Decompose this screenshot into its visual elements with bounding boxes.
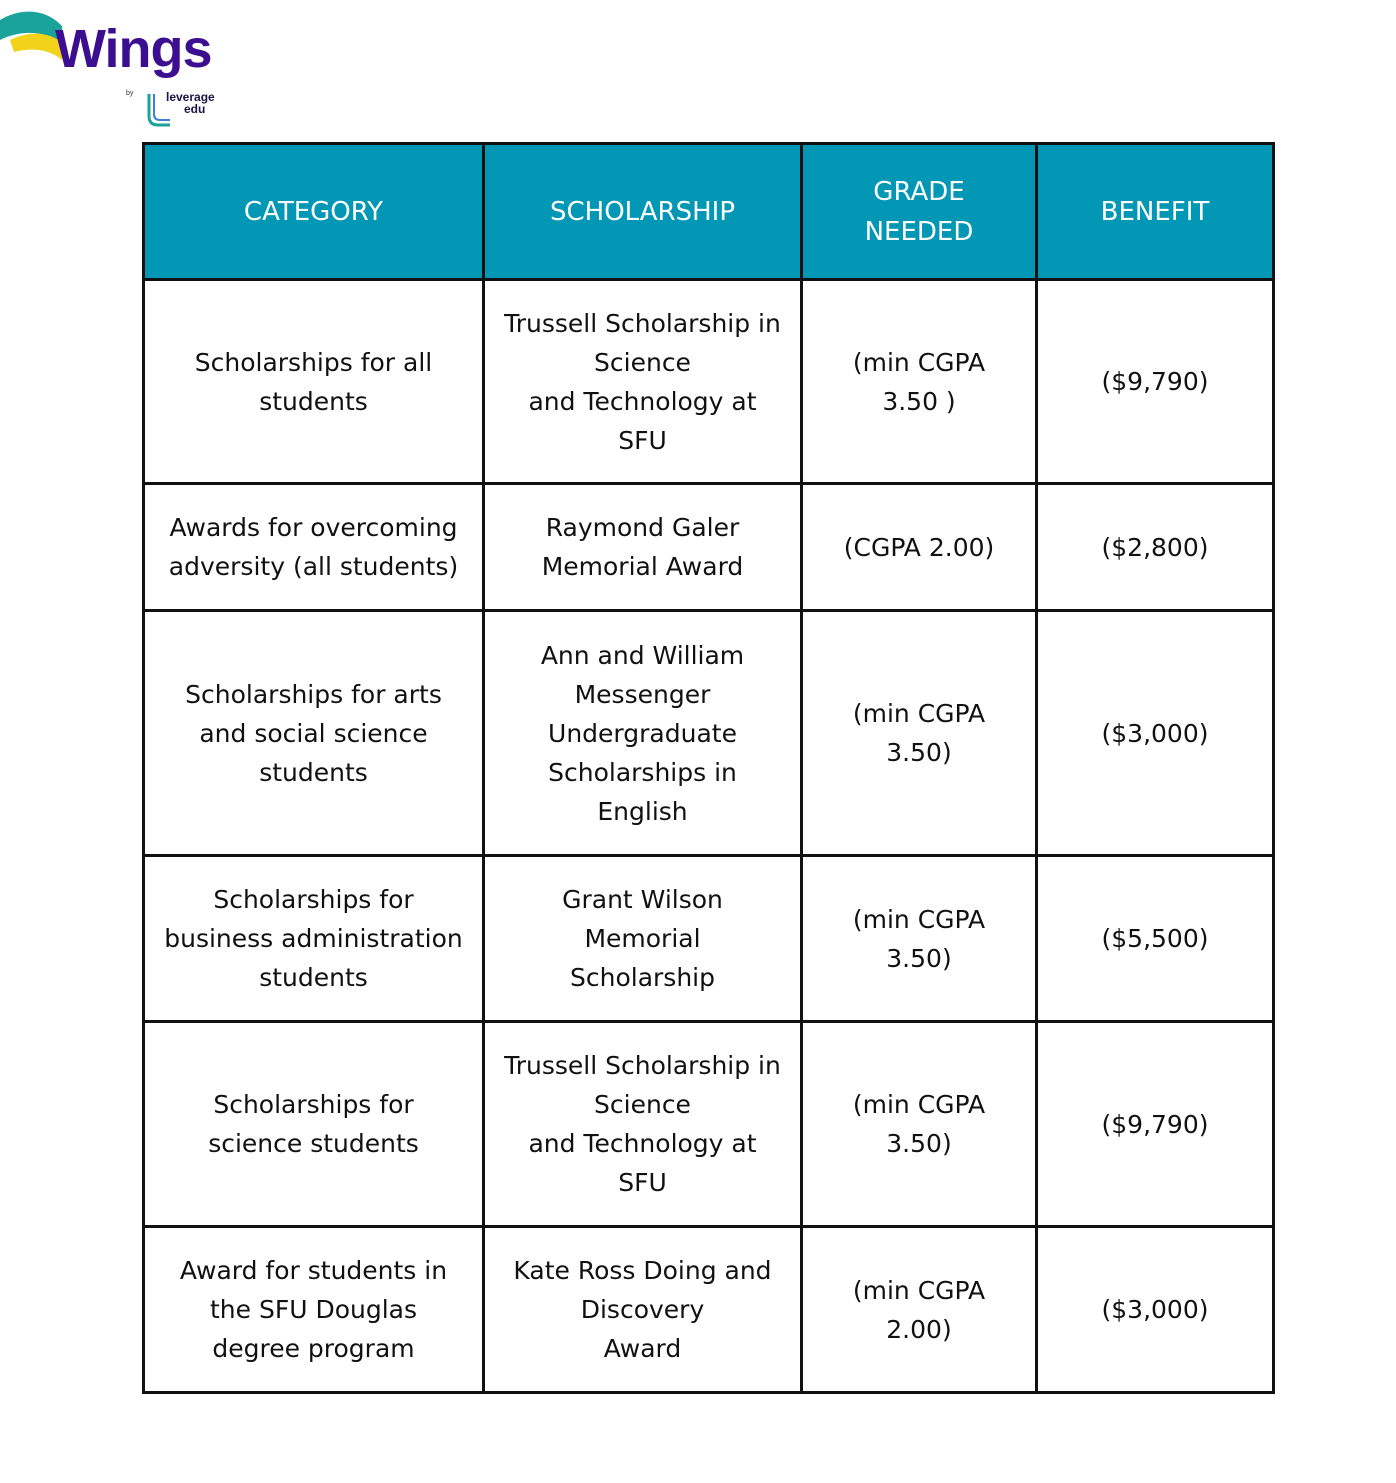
cell-scholarship: Raymond Galer Memorial Award (484, 484, 802, 611)
cell-benefit: ($5,500) (1037, 856, 1274, 1022)
table-row (144, 1227, 1274, 1393)
table-row (144, 856, 1274, 1022)
wings-logo[interactable] (0, 0, 240, 135)
cell-grade: (CGPA 2.00) (802, 484, 1037, 611)
table-row (144, 1022, 1274, 1227)
cell-scholarship: Ann and William Messenger Undergraduate Scholarships in English (484, 611, 802, 856)
brand-sub-line2: edu (184, 102, 206, 116)
table-row (144, 484, 1274, 611)
header-scholarship: SCHOLARSHIP (484, 144, 802, 280)
cell-category: Scholarships for arts and social science students (144, 611, 484, 856)
cell-benefit: ($9,790) (1037, 1022, 1274, 1227)
cell-benefit: ($3,000) (1037, 611, 1274, 856)
table-header-row (144, 144, 1274, 280)
cell-benefit: ($9,790) (1037, 280, 1274, 484)
brand-sub-line1: leverage (166, 90, 215, 104)
table-row (144, 280, 1274, 484)
brand-wordmark: Wings (55, 19, 212, 79)
cell-benefit: ($3,000) (1037, 1227, 1274, 1393)
cell-category: Scholarships for business administration students (144, 856, 484, 1022)
cell-grade: (min CGPA 2.00) (802, 1227, 1037, 1393)
scholarship-table (142, 142, 1275, 1394)
header-benefit: BENEFIT (1037, 144, 1274, 280)
cell-grade: (min CGPA 3.50) (802, 1022, 1037, 1227)
cell-scholarship: Grant Wilson Memorial Scholarship (484, 856, 802, 1022)
header-grade-needed: GRADE NEEDED (802, 144, 1037, 280)
cell-scholarship: Kate Ross Doing and Discovery Award (484, 1227, 802, 1393)
cell-grade: (min CGPA 3.50) (802, 611, 1037, 856)
header-category: CATEGORY (144, 144, 484, 280)
cell-grade: (min CGPA 3.50) (802, 856, 1037, 1022)
cell-category: Scholarships for all students (144, 280, 484, 484)
cell-scholarship: Trussell Scholarship in Science and Technology at SFU (484, 280, 802, 484)
brand-by-text: by (126, 90, 134, 97)
cell-scholarship: Trussell Scholarship in Science and Technology at SFU (484, 1022, 802, 1227)
cell-grade: (min CGPA 3.50 ) (802, 280, 1037, 484)
cell-benefit: ($2,800) (1037, 484, 1274, 611)
table-row (144, 611, 1274, 856)
cell-category: Scholarships for science students (144, 1022, 484, 1227)
brand-sub-text (166, 91, 215, 115)
cell-category: Awards for overcoming adversity (all students) (144, 484, 484, 611)
cell-category: Award for students in the SFU Douglas degree program (144, 1227, 484, 1393)
